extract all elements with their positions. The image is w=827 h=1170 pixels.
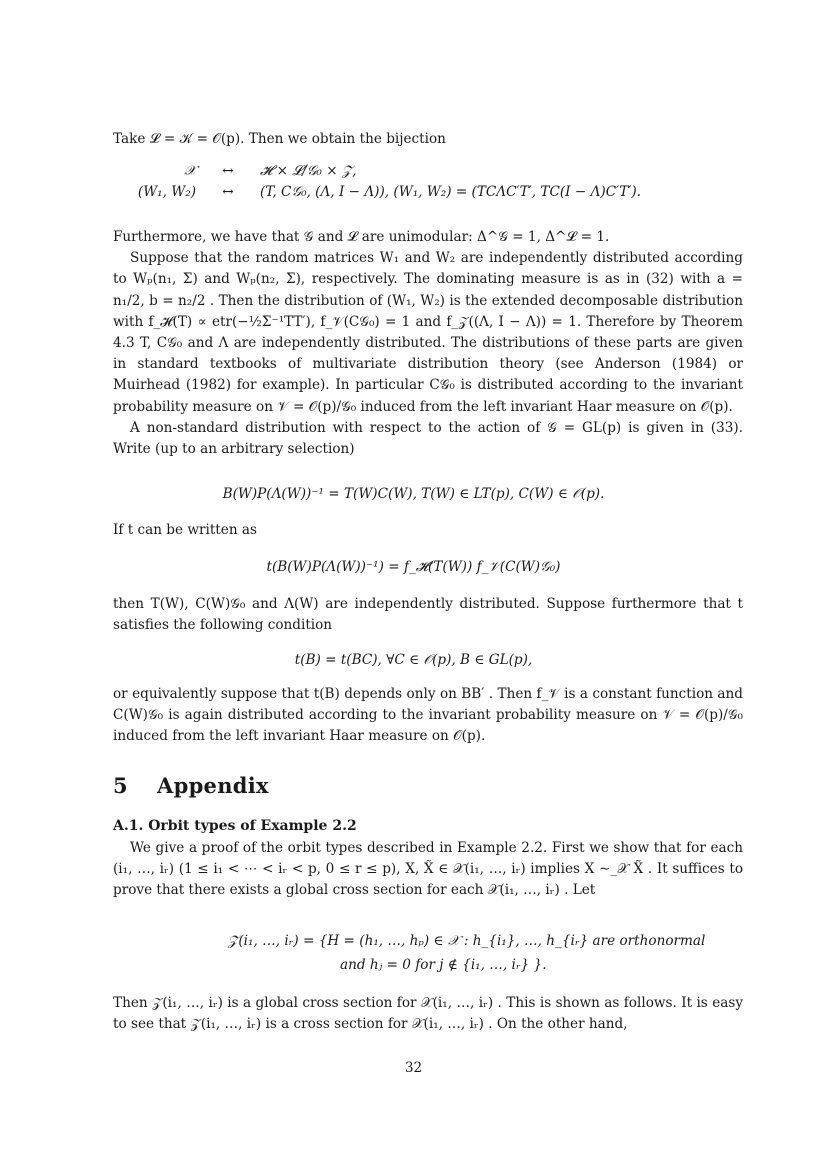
paragraph-unimodular: Furthermore, we have that 𝒢 and 𝓛 are unimodular: Δ^𝒢 = 1, Δ^𝓛 = 1. [113,229,610,245]
subsection-heading: A.1. Orbit types of Example 2.2 [113,818,357,834]
section-title-text: Appendix [157,773,269,798]
body-paragraphs [113,227,743,460]
bijection-row1-right: 𝓗 × 𝓛/𝒢₀ × 𝒵, [260,162,357,179]
equation-cross-section-line1: 𝒵(i₁, …, iᵣ) = {H = (h₁, …, hₚ) ∈ 𝒳 : h_{i₁}, …, h_{iᵣ} are orthonormal [228,933,706,949]
page-number: 32 [404,1060,423,1076]
equation-cross-section-line2: and hⱼ = 0 for j ∉ {i₁, …, iᵣ} }. [340,957,547,973]
paragraph-equivalently: or equivalently suppose that t(B) depends only on BB′ . Then f_𝒱 is a constant function and C(W)𝒢₀ is again distributed according to the invariant probability measure on 𝒱 = 𝒪(p)/𝒢₀ induced from the left invariant Haar measure on 𝒪(p). [113,686,743,745]
bijection-row1-arrow: ↔ [222,162,234,179]
section-number: 5 [113,773,128,798]
equation-t: t(B(W)P(Λ(W))⁻¹) = f_𝓗(T(W)) f_𝒱(C(W)𝒢₀) [266,559,561,575]
bijection-equation [130,160,647,202]
equation-condition: t(B) = t(BC), ∀C ∈ 𝒪(p), B ∈ GL(p), [294,652,533,668]
paragraph-nonstandard: A non-standard distribution with respect to the action of 𝒢 = GL(p) is given in (33). Write (up to an arbitrary selection) [113,419,743,458]
bijection-row2-right: (T, C𝒢₀, (Λ, I − Λ)), (W₁, W₂) = (TCΛC′T′, TC(I − Λ)C′T′). [260,183,641,200]
bijection-row2-arrow: ↔ [222,183,234,200]
bijection-row1-left: 𝒳 [184,162,196,179]
paragraph-then: then T(W), C(W)𝒢₀ and Λ(W) are independently distributed. Suppose furthermore that t satisfies the following condition [113,596,743,634]
intro-paragraph: Take 𝓛 = 𝒦 = 𝒪(p). Then we obtain the bijection [113,131,446,147]
section-heading [113,773,269,798]
paragraph-final: Then 𝒵(i₁, …, iᵣ) is a global cross section for 𝒳(i₁, …, iᵣ) . This is shown as follows. It is easy to see that 𝒵(i₁, …, iᵣ) is a cross section for 𝒳(i₁, …, iᵣ) . On the other hand, [113,995,743,1033]
paragraph-orbit: We give a proof of the orbit types described in Example 2.2. First we show that for each (i₁, …, iᵣ) (1 ≤ i₁ < ⋯ < iᵣ < p, 0 ≤ r ≤ p), X, X̃ ∈ 𝒳(i₁, …, iᵣ) implies X ∼_𝒳 X̃ . It suffices to prove that there exists a global cross section for each 𝒳(i₁, …, iᵣ) . Let [113,840,743,899]
bijection-row2-left: (W₁, W₂) [137,183,196,200]
equation-write: B(W)P(Λ(W))⁻¹ = T(W)C(W), T(W) ∈ LT(p), C(W) ∈ 𝒪(p). [222,486,605,502]
line-if: If t can be written as [113,522,257,538]
paragraph-suppose: Suppose that the random matrices W₁ and W₂ are independently distributed according to Wₚ(n₁, Σ) and Wₚ(n₂, Σ), respectively. The dominating measure is as in (32) with a = n₁/2, b = n₂/2 . Then the distribution of (W₁, W₂) is the extended decomposable distribution with f_𝓗(T) ∝ etr(−½Σ⁻¹TT′), f_𝒱(C𝒢₀) = 1 and f_𝒵((Λ, I − Λ)) = 1. Therefore by Theorem 4.3 T, C𝒢₀ and Λ are independently distributed. The distributions of these parts are given in standard textbooks of multivariate distribution theory (see Anderson (1984) or Muirhead (1982) for example). In particular C𝒢₀ is distributed according to the invariant probability measure on 𝒱 = 𝒪(p)/𝒢₀ induced from the left invariant Haar measure on 𝒪(p). [113,250,743,415]
